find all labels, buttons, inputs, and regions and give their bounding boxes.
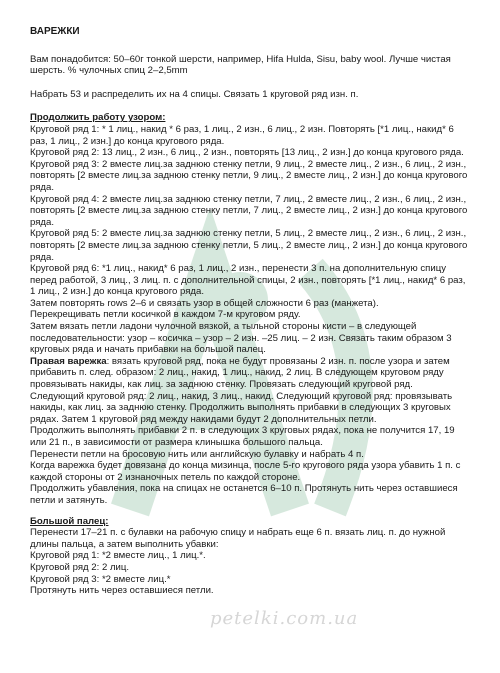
decrease-text: Продолжить убавления, пока на спицах не останется 6–10 п. Протянуть нить через оставшиеся петли и затянуть. (30, 483, 458, 506)
right-mitten-body: : вязать круговой ряд, пока не будут провязаны 2 изн. п. после узора и затем прибавить п. след. образом: 2 лиц., накид, 1 лиц., накид, 2 лиц. В следующем круговом ряду провязывать накиды, как лиц. за заднюю стенку. Провязать следующий круговой ряд. (30, 355, 450, 391)
repeat-text: Затем повторять rows 2–6 и связать узор в общей сложности 6 раз (манжета). (30, 297, 379, 309)
thumb-row: Круговой ряд 2: 2 лиц. (30, 561, 130, 573)
watermark-text: petelki.com.ua (210, 608, 359, 629)
thumb-row: Круговой ряд 3: *2 вместе лиц.* (30, 573, 171, 585)
document-body (30, 26, 470, 597)
thumb-heading: Большой палец: (30, 515, 109, 527)
pattern-row: Круговой ряд 1: * 1 лиц., накид * 6 раз, 1 лиц., 2 изн., 6 лиц., 2 изн. Повторять [*1 лиц., накид* 6 раз, 1 лиц., 2 изн.] до конца кругового ряда. (30, 123, 454, 147)
pattern-row: Круговой ряд 3: 2 вместе лиц.за заднюю стенку петли, 9 лиц., 2 вместе лиц., 2 изн., 6 лиц., 2 изн., повторять [2 вместе лиц.за заднюю стенку петли, 9 лиц., 2 вместе лиц., 2 изн.] до конца кругового ряда. (30, 158, 468, 193)
materials-text: Вам понадобится: 50–60г тонкой шерсти, например, Hifa Hulda, Sisu, baby wool. Лучше чистая шерсть. % чулочных спиц 2–2,5mm (30, 53, 451, 77)
pattern-heading: Продолжить работу узором: (30, 112, 166, 124)
pattern-row: Круговой ряд 6: *1 лиц., накид* 6 раз, 1 лиц., 2 изн., перенести 3 п. на дополнительную спицу перед работой, 3 лиц., 3 лиц. п. с дополнительной спицы, 2 изн., повторять [*1 лиц., накид* 6 раз, 1 лиц., 2 изн.] до конца кругового ряда. (30, 263, 466, 298)
braid-text: Перекрещивать петли косичкой в каждом 7-м круговом ряду. (30, 309, 301, 321)
transfer-text: Перенести петли на бросовую нить или английскую булавку и набрать 4 п. (30, 448, 364, 460)
cast-on-text: Набрать 53 и распределить их на 4 спицы. Связать 1 круговой ряд изн. п. (30, 88, 359, 100)
finger-text: Когда варежка будет довязана до конца мизинца, после 5-го кругового ряда узора убавить 1 п. с каждой стороны от 2 изнаночных петель по каждой стороне. (30, 460, 461, 483)
thumb-text: Перенести 17–21 п. с булавки на рабочую спицу и набрать еще 6 п. вязать лиц. п. до нужной длины пальца, а затем выполнить убавки: (30, 527, 446, 550)
right-mitten-text (30, 356, 470, 391)
pattern-row: Круговой ряд 2: 13 лиц., 2 изн., 6 лиц., 2 изн., повторять [13 лиц., 2 изн.] до конца кругового ряда. (30, 147, 464, 159)
thumb-row: Круговой ряд 1: *2 вместе лиц., 1 лиц.*. (30, 550, 206, 562)
continue-increase-text: Продолжить выполнять прибавки 2 п. в следующих 3 круговых рядах, пока не получится 17, 19 или 21 п., в зависимости от размера клинышка большого пальца. (30, 425, 455, 448)
document-title: ВАРЕЖКИ (30, 26, 80, 37)
then-knit-text: Затем вязать петли ладони чулочной вязкой, а тыльной стороны кисти – в следующей последовательности: узор – косичка – узор – 2 изн. –25 лиц. – 2 изн. Связать таким образом 3 круговых ряда и начать прибавки на большой палец. (30, 321, 452, 356)
right-mitten-label: Правая варежка (30, 355, 107, 367)
next-rows-text: Следующий круговой ряд: 2 лиц., накид, 3 лиц., накид. Следующий круговой ряд: провязывать накиды, как лиц. за заднюю стенку. Продолжить выполнять прибавки в следующих 3 круговых рядах. Затем 1 круговой ряд между накидами будут 2 дополнительных петли. (30, 390, 453, 425)
pattern-row: Круговой ряд 4: 2 вместе лиц.за заднюю стенку петли, 7 лиц., 2 вместе лиц., 2 изн., 6 лиц., 2 изн., повторять [2 вместе лиц.за заднюю стенку петли, 7 лиц., 2 вместе лиц., 2 изн.] до конца кругового ряда. (30, 193, 468, 228)
pattern-row: Круговой ряд 5: 2 вместе лиц.за заднюю стенку петли, 5 лиц., 2 вместе лиц., 2 изн., 6 лиц., 2 изн., повторять [2 вместе лиц.за заднюю стенку петли, 5 лиц., 2 вместе лиц., 2 изн.] до конца кругового ряда. (30, 228, 468, 263)
finish-text: Протянуть нить через оставшиеся петли. (30, 585, 214, 597)
